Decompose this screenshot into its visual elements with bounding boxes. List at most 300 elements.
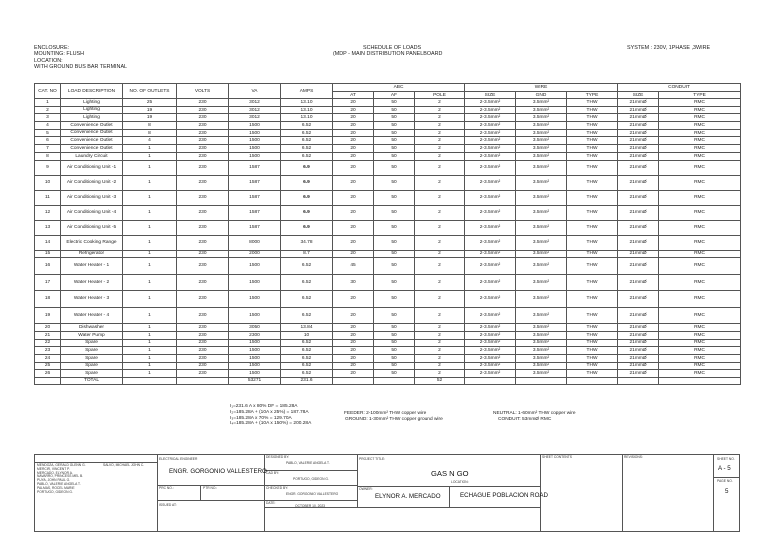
checked-label: CHECKED BY: [266, 486, 289, 490]
table-row [35, 122, 741, 130]
cell-outlets: 1 [123, 274, 177, 291]
cell-at: 20 [333, 145, 374, 153]
cell-af: 50 [374, 291, 415, 308]
revisions-label: REVISIONS: [624, 455, 643, 459]
total-empty-cell [465, 378, 516, 385]
designed-by-label: DESIGNED BY: [266, 455, 290, 459]
cell-pole: 2 [415, 106, 465, 114]
cell-pole: 2 [415, 190, 465, 205]
cell-wire-type: THW [567, 258, 618, 275]
cell-wire-type: THW [567, 114, 618, 122]
cell-conduit-type: RMC [659, 190, 741, 205]
page-no: 5 [725, 488, 729, 495]
cell-at: 20 [333, 307, 374, 324]
cell-conduit-size: 21mmØ [618, 137, 659, 145]
cell-outlets: 1 [123, 220, 177, 235]
cell-outlets: 1 [123, 291, 177, 308]
cell-load-description: Air Conditioning Unit -5 [61, 220, 123, 235]
cell-conduit-type: RMC [659, 331, 741, 339]
cell-at: 20 [333, 205, 374, 220]
cell-volts: 230 [177, 324, 229, 332]
cell-conduit-size: 21mmØ [618, 122, 659, 130]
cell-cat-no: 12 [35, 205, 61, 220]
title-block [34, 454, 740, 532]
cell-va: 1500 [229, 274, 281, 291]
cell-conduit-type: RMC [659, 137, 741, 145]
table-row [35, 205, 741, 220]
cell-volts: 230 [177, 114, 229, 122]
cell-amps: 6.52 [281, 370, 333, 378]
col-header-volts: VOLTS [177, 84, 229, 99]
team-name: MENDOZA, GERALD GLENN G. [37, 463, 86, 467]
cell-gnd: 3.5mm² [516, 106, 567, 114]
cell-gnd: 3.5mm² [516, 99, 567, 107]
cell-va: 1500 [229, 339, 281, 347]
cell-cat-no: 17 [35, 274, 61, 291]
cell-gnd: 3.5mm² [516, 362, 567, 370]
cell-cat-no: 1 [35, 99, 61, 107]
checked-by: ENGR. GORGONIO VALLESTERO [286, 492, 339, 496]
total-va: 53271 [229, 378, 281, 385]
cell-amps: 6.9 [281, 205, 333, 220]
cell-amps: 6.52 [281, 258, 333, 275]
cell-amps: 6.52 [281, 122, 333, 130]
cell-wire-type: THW [567, 339, 618, 347]
cell-conduit-type: RMC [659, 274, 741, 291]
schedule-title-line: SCHEDULE OF LOADS [363, 45, 422, 51]
owner-label: OWNER: [359, 487, 373, 491]
cell-wire-type: THW [567, 129, 618, 137]
cell-gnd: 3.5mm² [516, 347, 567, 355]
cell-amps: 13.84 [281, 324, 333, 332]
team-name: PUYA, JOHN PAUL G. [37, 478, 71, 483]
cell-outlets: 1 [123, 190, 177, 205]
cell-af: 50 [374, 145, 415, 153]
cell-volts: 230 [177, 307, 229, 324]
cell-wire-size: 2-3.5mm² [465, 331, 516, 339]
cell-amps: 6.52 [281, 145, 333, 153]
cell-af: 50 [374, 307, 415, 324]
cell-va: 1587 [229, 190, 281, 205]
table-row [35, 129, 741, 137]
cell-wire-size: 2-3.5mm² [465, 235, 516, 250]
table-row [35, 160, 741, 175]
cell-conduit-type: RMC [659, 160, 741, 175]
cell-at: 30 [333, 274, 374, 291]
cell-gnd: 3.5mm² [516, 250, 567, 258]
col-header-conduit-size: SIZE [618, 92, 659, 99]
total-empty-cell [123, 378, 177, 385]
cell-cat-no: 18 [35, 291, 61, 308]
cell-va: 1500 [229, 347, 281, 355]
cell-conduit-size: 21mmØ [618, 106, 659, 114]
cell-af: 50 [374, 250, 415, 258]
cell-af: 50 [374, 347, 415, 355]
cell-outlets: 1 [123, 160, 177, 175]
table-row [35, 258, 741, 275]
cell-at: 20 [333, 235, 374, 250]
load-schedule-table [34, 83, 741, 385]
cell-pole: 2 [415, 331, 465, 339]
cell-conduit-size: 21mmØ [618, 339, 659, 347]
cell-amps: 10 [281, 331, 333, 339]
calc-line-3: I₃=185.28A x 70% = 129.70A [230, 415, 292, 421]
cell-cat-no: 25 [35, 362, 61, 370]
engineer-name: ENGR. GORGONIO VALLESTERO [169, 468, 267, 475]
cell-at: 20 [333, 190, 374, 205]
table-row [35, 235, 741, 250]
cell-af: 50 [374, 220, 415, 235]
cell-wire-size: 2-3.5mm² [465, 145, 516, 153]
feeder-spec [344, 411, 443, 423]
cell-wire-size: 2-3.5mm² [465, 291, 516, 308]
system-info: SYSTEM : 230V, 1PHASE ,3WIRE [627, 45, 711, 51]
sheet-no: A - 5 [718, 465, 731, 472]
table-row [35, 354, 741, 362]
neutral-spec [493, 411, 576, 423]
cell-conduit-type: RMC [659, 347, 741, 355]
cell-wire-type: THW [567, 347, 618, 355]
cell-pole: 2 [415, 99, 465, 107]
cell-pole: 2 [415, 145, 465, 153]
cell-conduit-size: 21mmØ [618, 220, 659, 235]
cell-load-description: Lighting [61, 106, 123, 114]
cell-pole: 2 [415, 339, 465, 347]
cell-volts: 230 [177, 339, 229, 347]
cell-outlets: 1 [123, 250, 177, 258]
drafted-by: PORTUGO, GIDEON G. [293, 477, 329, 481]
cell-at: 20 [333, 137, 374, 145]
cell-wire-size: 2-3.5mm² [465, 274, 516, 291]
table-row [35, 190, 741, 205]
table-row [35, 152, 741, 160]
cell-wire-size: 2-3.5mm² [465, 137, 516, 145]
cell-conduit-size: 21mmØ [618, 258, 659, 275]
cell-outlets: 4 [123, 137, 177, 145]
cell-volts: 230 [177, 106, 229, 114]
cell-cat-no: 20 [35, 324, 61, 332]
cell-load-description: Spare [61, 370, 123, 378]
ptr-label: PTR NO.: [203, 486, 218, 490]
cell-at: 20 [333, 331, 374, 339]
schedule-body [35, 99, 741, 385]
cell-at: 20 [333, 362, 374, 370]
cell-gnd: 3.5mm² [516, 307, 567, 324]
location-value: ECHAGUE POBLACION ROAD [460, 492, 549, 499]
table-row [35, 114, 741, 122]
cell-load-description: Convenience Outlet [61, 122, 123, 130]
cell-volts: 230 [177, 354, 229, 362]
cell-conduit-type: RMC [659, 250, 741, 258]
cell-conduit-type: RMC [659, 175, 741, 190]
cell-wire-type: THW [567, 354, 618, 362]
cell-wire-size: 2-3.5mm² [465, 129, 516, 137]
cell-conduit-type: RMC [659, 354, 741, 362]
cell-amps: 6.52 [281, 362, 333, 370]
col-header-wire: WIRE [465, 84, 618, 92]
team-names [37, 464, 86, 494]
cell-amps: 6.9 [281, 160, 333, 175]
cell-va: 1587 [229, 160, 281, 175]
cell-va: 2000 [229, 250, 281, 258]
col-header-outlets: NO. OF OUTLETS [123, 84, 177, 99]
cell-conduit-type: RMC [659, 122, 741, 130]
cell-cat-no: 13 [35, 220, 61, 235]
table-row [35, 307, 741, 324]
cell-wire-size: 2-3.5mm² [465, 258, 516, 275]
cell-gnd: 3.5mm² [516, 331, 567, 339]
col-header-gnd: GND [516, 92, 567, 99]
cell-wire-size: 2-3.5mm² [465, 339, 516, 347]
total-empty-cell [659, 378, 741, 385]
cell-wire-type: THW [567, 205, 618, 220]
cell-amps: 6.9 [281, 220, 333, 235]
cell-pole: 2 [415, 258, 465, 275]
cell-conduit-type: RMC [659, 339, 741, 347]
designed-by: PABLO, VALERIE ANGELA T. [286, 461, 330, 465]
cell-volts: 230 [177, 122, 229, 130]
cell-conduit-type: RMC [659, 152, 741, 160]
cell-volts: 230 [177, 99, 229, 107]
cell-outlets: 25 [123, 99, 177, 107]
cell-conduit-size: 21mmØ [618, 354, 659, 362]
enclosure-info [34, 45, 127, 71]
cell-cat-no: 7 [35, 145, 61, 153]
cell-conduit-size: 21mmØ [618, 331, 659, 339]
cell-wire-type: THW [567, 152, 618, 160]
cell-wire-type: THW [567, 235, 618, 250]
cell-conduit-type: RMC [659, 324, 741, 332]
cell-load-description: Convenience Outlet [61, 137, 123, 145]
cell-pole: 2 [415, 370, 465, 378]
cell-wire-type: THW [567, 190, 618, 205]
cell-va: 3050 [229, 324, 281, 332]
cell-at: 20 [333, 160, 374, 175]
cell-wire-type: THW [567, 175, 618, 190]
schedule-title [333, 45, 442, 58]
cell-load-description: Air Conditioning Unit -1 [61, 160, 123, 175]
cell-conduit-size: 21mmØ [618, 99, 659, 107]
table-row [35, 137, 741, 145]
cell-conduit-size: 21mmØ [618, 370, 659, 378]
col-header-wire-size: SIZE [465, 92, 516, 99]
cell-amps: 6.9 [281, 190, 333, 205]
cell-conduit-type: RMC [659, 106, 741, 114]
cell-va: 1500 [229, 152, 281, 160]
cell-at: 20 [333, 99, 374, 107]
cell-pole: 2 [415, 274, 465, 291]
cell-wire-type: THW [567, 362, 618, 370]
cell-gnd: 3.5mm² [516, 291, 567, 308]
table-row [35, 347, 741, 355]
cell-conduit-size: 21mmØ [618, 274, 659, 291]
cell-outlets: 1 [123, 152, 177, 160]
cell-outlets: 8 [123, 129, 177, 137]
cell-va: 1500 [229, 354, 281, 362]
cell-volts: 230 [177, 370, 229, 378]
cell-outlets: 1 [123, 331, 177, 339]
total-row [35, 378, 741, 385]
project-title: GAS N GO [431, 469, 469, 478]
cell-volts: 230 [177, 250, 229, 258]
cell-pole: 2 [415, 175, 465, 190]
cell-amps: 6.9 [281, 175, 333, 190]
cell-volts: 230 [177, 137, 229, 145]
cell-gnd: 3.5mm² [516, 160, 567, 175]
cell-outlets: 1 [123, 258, 177, 275]
cell-volts: 230 [177, 160, 229, 175]
cell-wire-type: THW [567, 220, 618, 235]
cell-gnd: 3.5mm² [516, 122, 567, 130]
cell-outlets: 19 [123, 106, 177, 114]
cell-va: 8000 [229, 235, 281, 250]
cell-gnd: 3.5mm² [516, 339, 567, 347]
cell-cat-no: 24 [35, 354, 61, 362]
cell-at: 20 [333, 106, 374, 114]
table-row [35, 291, 741, 308]
cell-outlets: 19 [123, 114, 177, 122]
cell-gnd: 3.5mm² [516, 190, 567, 205]
cell-load-description: Spare [61, 347, 123, 355]
cell-va: 1587 [229, 175, 281, 190]
cell-at: 20 [333, 339, 374, 347]
cell-pole: 2 [415, 160, 465, 175]
cell-wire-type: THW [567, 307, 618, 324]
cell-pole: 2 [415, 122, 465, 130]
cell-at: 20 [333, 220, 374, 235]
cell-load-description: Dishwasher [61, 324, 123, 332]
cell-va: 1500 [229, 370, 281, 378]
cell-outlets: 1 [123, 145, 177, 153]
table-row [35, 175, 741, 190]
cell-load-description: Spare [61, 354, 123, 362]
cell-volts: 230 [177, 347, 229, 355]
cell-va: 3012 [229, 114, 281, 122]
cell-wire-type: THW [567, 122, 618, 130]
cell-af: 50 [374, 258, 415, 275]
total-empty-cell [333, 378, 374, 385]
cell-wire-type: THW [567, 291, 618, 308]
cell-at: 20 [333, 324, 374, 332]
cell-wire-size: 2-3.5mm² [465, 354, 516, 362]
col-header-conduit: CONDUIT [618, 84, 741, 92]
total-empty-cell [567, 378, 618, 385]
cell-wire-type: THW [567, 370, 618, 378]
cell-va: 1587 [229, 205, 281, 220]
cell-at: 20 [333, 152, 374, 160]
total-empty-cell [516, 378, 567, 385]
cell-conduit-size: 21mmØ [618, 145, 659, 153]
table-row [35, 339, 741, 347]
cell-conduit-size: 21mmØ [618, 291, 659, 308]
table-row [35, 99, 741, 107]
cell-conduit-size: 21mmØ [618, 190, 659, 205]
cell-af: 50 [374, 175, 415, 190]
cell-amps: 13.10 [281, 114, 333, 122]
feeder-line: FEEDER: 2-100mm² THW copper wire [344, 411, 427, 416]
date-label: DATE: [266, 501, 276, 505]
cell-wire-size: 2-3.5mm² [465, 175, 516, 190]
cell-load-description: Laundry Circuit [61, 152, 123, 160]
cell-load-description: Water Heater - 3 [61, 291, 123, 308]
cell-wire-size: 2-3.5mm² [465, 99, 516, 107]
total-empty-cell [618, 378, 659, 385]
cell-conduit-size: 21mmØ [618, 129, 659, 137]
cell-gnd: 3.5mm² [516, 145, 567, 153]
cell-cat-no: 16 [35, 258, 61, 275]
cell-pole: 2 [415, 362, 465, 370]
cell-gnd: 3.5mm² [516, 324, 567, 332]
cell-wire-size: 2-3.5mm² [465, 370, 516, 378]
col-header-cat-no: CAT. NO [35, 84, 61, 99]
sheet-contents-label: SHEET CONTENTS [542, 455, 572, 459]
cell-va: 3012 [229, 99, 281, 107]
cell-va: 1500 [229, 307, 281, 324]
cell-wire-size: 2-3.5mm² [465, 362, 516, 370]
total-load-description: TOTAL [61, 378, 123, 385]
table-row [35, 370, 741, 378]
cell-gnd: 3.5mm² [516, 205, 567, 220]
cell-volts: 230 [177, 258, 229, 275]
cell-load-description: Convenience Outlet [61, 145, 123, 153]
col-header-wire-type: TYPE [567, 92, 618, 99]
neutral-line: NEUTRAL: 1-60mm² THW copper wire [493, 411, 576, 416]
team-name-extra: SALVO, MICHAEL JOHN C. [103, 463, 145, 467]
date-value: OCTOBER 10, 2023 [295, 504, 325, 508]
cell-wire-type: THW [567, 160, 618, 175]
cell-volts: 230 [177, 331, 229, 339]
cell-at: 20 [333, 354, 374, 362]
cell-af: 50 [374, 122, 415, 130]
conduit-line: CONDUIT: 53mmØ RMC [498, 416, 552, 422]
cell-conduit-type: RMC [659, 307, 741, 324]
cell-conduit-size: 21mmØ [618, 175, 659, 190]
cell-at: 20 [333, 122, 374, 130]
cell-cat-no: 21 [35, 331, 61, 339]
cell-conduit-type: RMC [659, 291, 741, 308]
cell-va: 1500 [229, 122, 281, 130]
cell-af: 50 [374, 324, 415, 332]
cell-outlets: 1 [123, 339, 177, 347]
cell-at: 20 [333, 250, 374, 258]
cell-conduit-size: 21mmØ [618, 205, 659, 220]
mounting-line: MOUNTING: FLUSH [34, 51, 85, 58]
cell-load-description: Air Conditioning Unit -2 [61, 175, 123, 190]
cell-load-description: Water Heater - 2 [61, 274, 123, 291]
cell-volts: 230 [177, 220, 229, 235]
cell-pole: 2 [415, 235, 465, 250]
cell-volts: 230 [177, 205, 229, 220]
col-header-va: VA [229, 84, 281, 99]
table-row [35, 106, 741, 114]
cell-wire-type: THW [567, 324, 618, 332]
cell-amps: 6.52 [281, 152, 333, 160]
table-row [35, 362, 741, 370]
col-header-conduit-type: TYPE [659, 92, 741, 99]
page-no-label: PAGE NO. [717, 479, 733, 483]
cell-cat-no: 19 [35, 307, 61, 324]
cell-pole: 2 [415, 114, 465, 122]
project-title-label: PROJECT TITLE: [359, 457, 386, 461]
cell-cat-no: 15 [35, 250, 61, 258]
calculation-block [230, 404, 311, 427]
cell-wire-size: 2-3.5mm² [465, 106, 516, 114]
owner-name: ELYNOR A. MERCADO [375, 493, 441, 500]
cell-pole: 2 [415, 250, 465, 258]
cell-amps: 6.52 [281, 354, 333, 362]
cell-conduit-type: RMC [659, 114, 741, 122]
prc-label: PRC NO.: [159, 486, 174, 490]
